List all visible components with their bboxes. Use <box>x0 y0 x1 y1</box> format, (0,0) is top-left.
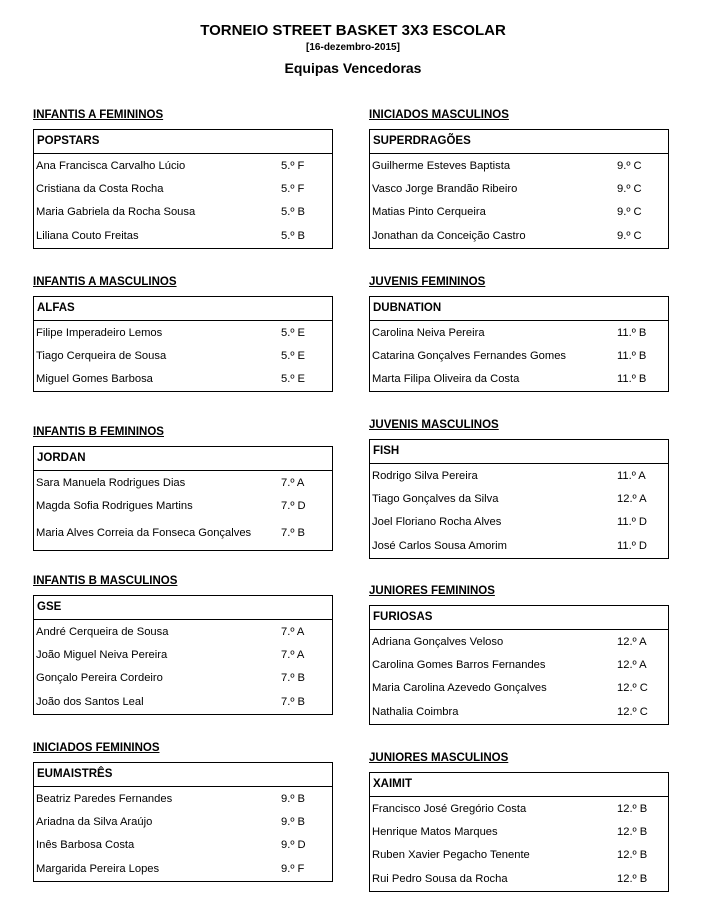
team-table <box>369 296 669 392</box>
player-row <box>370 201 668 224</box>
player-row <box>34 154 332 177</box>
section-infantis-b-femininos <box>33 424 333 551</box>
player-name: Magda Sofia Rodrigues Martins <box>36 500 193 513</box>
section-iniciados-masculinos <box>369 107 669 249</box>
player-name: Ariadna da Silva Araújo <box>36 816 153 829</box>
category-heading: INFANTIS B MASCULINOS <box>33 575 178 587</box>
player-class: 12.º B <box>617 802 648 815</box>
player-class: 9.º F <box>281 862 305 875</box>
team-table <box>369 129 669 249</box>
player-name: Francisco José Gregório Costa <box>372 802 527 815</box>
player-row <box>34 224 332 247</box>
player-class: 9.º D <box>281 839 306 852</box>
team-name: FISH <box>370 440 668 464</box>
player-row <box>370 511 668 534</box>
player-row <box>370 820 668 843</box>
player-class: 5.º F <box>281 183 305 196</box>
player-row <box>34 857 332 880</box>
team-name: SUPERDRAGÕES <box>370 130 668 154</box>
category-heading: INFANTIS B FEMININOS <box>33 426 164 438</box>
player-name: Adriana Gonçalves Veloso <box>372 635 504 648</box>
player-class: 7.º B <box>281 672 305 685</box>
player-name: Marta Filipa Oliveira da Costa <box>372 373 520 386</box>
section-juvenis-femininos <box>369 274 669 392</box>
player-class: 11.º D <box>617 539 647 552</box>
event-date: [16-dezembro-2015] <box>306 42 400 53</box>
player-class: 11.º B <box>617 326 647 339</box>
player-name: Henrique Matos Marques <box>372 826 498 839</box>
player-name: Maria Alves Correia da Fonseca Gonçalves <box>36 527 252 540</box>
player-class: 12.º A <box>617 635 647 648</box>
player-name: Jonathan da Conceição Castro <box>372 229 526 242</box>
player-name: André Cerqueira de Sousa <box>36 625 169 638</box>
player-name: Tiago Cerqueira de Sousa <box>36 350 167 363</box>
player-row <box>370 368 668 391</box>
player-row <box>34 201 332 224</box>
page-title: TORNEIO STREET BASKET 3X3 ESCOLAR <box>200 22 506 39</box>
team-name: GSE <box>34 596 332 620</box>
team-table <box>33 762 333 882</box>
category-heading: INICIADOS MASCULINOS <box>369 109 509 121</box>
player-class: 12.º A <box>617 493 647 506</box>
category-heading: INFANTIS A MASCULINOS <box>33 276 177 288</box>
category-heading: JUVENIS MASCULINOS <box>369 419 499 431</box>
category-heading: INICIADOS FEMININOS <box>33 742 160 754</box>
team-name: DUBNATION <box>370 297 668 321</box>
player-name: Miguel Gomes Barbosa <box>36 373 153 386</box>
player-row <box>370 487 668 510</box>
player-name: Vasco Jorge Brandão Ribeiro <box>372 183 518 196</box>
player-name: Maria Gabriela da Rocha Sousa <box>36 206 196 219</box>
player-class: 9.º C <box>617 206 642 219</box>
player-name: Filipe Imperadeiro Lemos <box>36 326 163 339</box>
category-heading: INFANTIS A FEMININOS <box>33 109 164 121</box>
player-class: 12.º B <box>617 849 648 862</box>
player-class: 11.º B <box>617 373 647 386</box>
section-juvenis-masculinos <box>369 417 669 559</box>
page-subtitle: Equipas Vencedoras <box>284 60 422 76</box>
player-class: 5.º E <box>281 350 305 363</box>
player-name: Ana Francisca Carvalho Lúcio <box>36 159 186 172</box>
category-heading: JUVENIS FEMININOS <box>369 276 486 288</box>
player-name: Maria Carolina Azevedo Gonçalves <box>372 682 547 695</box>
team-name: POPSTARS <box>34 130 332 154</box>
team-name: ALFAS <box>34 297 332 321</box>
player-name: João Miguel Neiva Pereira <box>36 649 168 662</box>
team-table <box>369 605 669 725</box>
section-infantis-b-masculinos <box>33 573 333 715</box>
team-table <box>33 446 333 551</box>
player-row <box>34 643 332 666</box>
player-class: 9.º B <box>281 816 305 829</box>
section-infantis-a-femininos <box>33 107 333 249</box>
player-row <box>370 653 668 676</box>
category-heading: JUNIORES FEMININOS <box>369 585 495 597</box>
player-row <box>34 518 332 550</box>
player-row <box>370 630 668 653</box>
section-juniores-femininos <box>369 583 669 725</box>
player-row <box>370 797 668 820</box>
player-class: 5.º F <box>281 159 305 172</box>
player-row <box>370 177 668 200</box>
player-row <box>34 321 332 344</box>
player-class: 5.º E <box>281 373 305 386</box>
player-row <box>370 534 668 557</box>
player-row <box>34 667 332 690</box>
player-class: 12.º B <box>617 872 648 885</box>
player-row <box>34 177 332 200</box>
player-row <box>34 834 332 857</box>
player-class: 5.º B <box>281 206 305 219</box>
player-class: 7.º A <box>281 625 305 638</box>
section-infantis-a-masculinos <box>33 274 333 392</box>
player-class: 9.º C <box>617 183 642 196</box>
player-name: Rui Pedro Sousa da Rocha <box>372 872 508 885</box>
player-name: Inês Barbosa Costa <box>36 839 135 852</box>
player-class: 9.º C <box>617 229 642 242</box>
player-row <box>370 677 668 700</box>
player-row <box>370 321 668 344</box>
player-row <box>370 154 668 177</box>
player-name: Guilherme Esteves Baptista <box>372 159 511 172</box>
player-class: 12.º C <box>617 705 648 718</box>
player-name: Sara Manuela Rodrigues Dias <box>36 476 186 489</box>
player-class: 12.º B <box>617 826 648 839</box>
player-row <box>34 344 332 367</box>
player-name: Joel Floriano Rocha Alves <box>372 516 502 529</box>
player-row <box>34 810 332 833</box>
player-name: Nathalia Coimbra <box>372 705 459 718</box>
player-row <box>34 620 332 643</box>
team-name: FURIOSAS <box>370 606 668 630</box>
player-name: Cristiana da Costa Rocha <box>36 183 164 196</box>
section-juniores-masculinos <box>369 750 669 892</box>
player-name: Beatriz Paredes Fernandes <box>36 792 173 805</box>
player-name: Carolina Neiva Pereira <box>372 326 485 339</box>
team-table <box>369 439 669 559</box>
player-name: Ruben Xavier Pegacho Tenente <box>372 849 530 862</box>
player-class: 7.º D <box>281 500 306 513</box>
player-row <box>370 344 668 367</box>
player-class: 5.º B <box>281 229 305 242</box>
team-name: XAIMIT <box>370 773 668 797</box>
player-row <box>34 690 332 713</box>
team-name: EUMAISTRÊS <box>34 763 332 787</box>
player-class: 11.º D <box>617 516 647 529</box>
team-table <box>369 772 669 892</box>
category-heading: JUNIORES MASCULINOS <box>369 752 509 764</box>
player-class: 12.º A <box>617 659 647 672</box>
player-row <box>34 368 332 391</box>
player-class: 7.º A <box>281 476 305 489</box>
player-name: Gonçalo Pereira Cordeiro <box>36 672 163 685</box>
player-class: 12.º C <box>617 682 648 695</box>
player-row <box>370 464 668 487</box>
player-class: 9.º B <box>281 792 305 805</box>
player-name: João dos Santos Leal <box>36 695 144 708</box>
team-table <box>33 595 333 715</box>
player-name: Catarina Gonçalves Fernandes Gomes <box>372 350 567 363</box>
player-name: José Carlos Sousa Amorim <box>372 539 507 552</box>
player-row <box>370 700 668 723</box>
team-name: JORDAN <box>34 447 332 471</box>
player-class: 11.º A <box>617 469 646 482</box>
player-class: 7.º B <box>281 695 305 708</box>
team-table <box>33 296 333 392</box>
player-row <box>34 787 332 810</box>
player-class: 7.º B <box>281 527 305 540</box>
player-name: Rodrigo Silva Pereira <box>372 469 478 482</box>
team-table <box>33 129 333 249</box>
player-name: Matias Pinto Cerqueira <box>372 206 486 219</box>
section-iniciados-femininos <box>33 740 333 882</box>
player-name: Margarida Pereira Lopes <box>36 862 160 875</box>
player-row <box>34 494 332 517</box>
player-class: 5.º E <box>281 326 305 339</box>
player-class: 9.º C <box>617 159 642 172</box>
player-name: Carolina Gomes Barros Fernandes <box>372 659 546 672</box>
player-name: Tiago Gonçalves da Silva <box>372 493 499 506</box>
player-name: Liliana Couto Freitas <box>36 229 139 242</box>
player-row <box>370 844 668 867</box>
player-class: 11.º B <box>617 350 647 363</box>
player-class: 7.º A <box>281 649 305 662</box>
player-row <box>34 471 332 494</box>
player-row <box>370 867 668 890</box>
player-row <box>370 224 668 247</box>
